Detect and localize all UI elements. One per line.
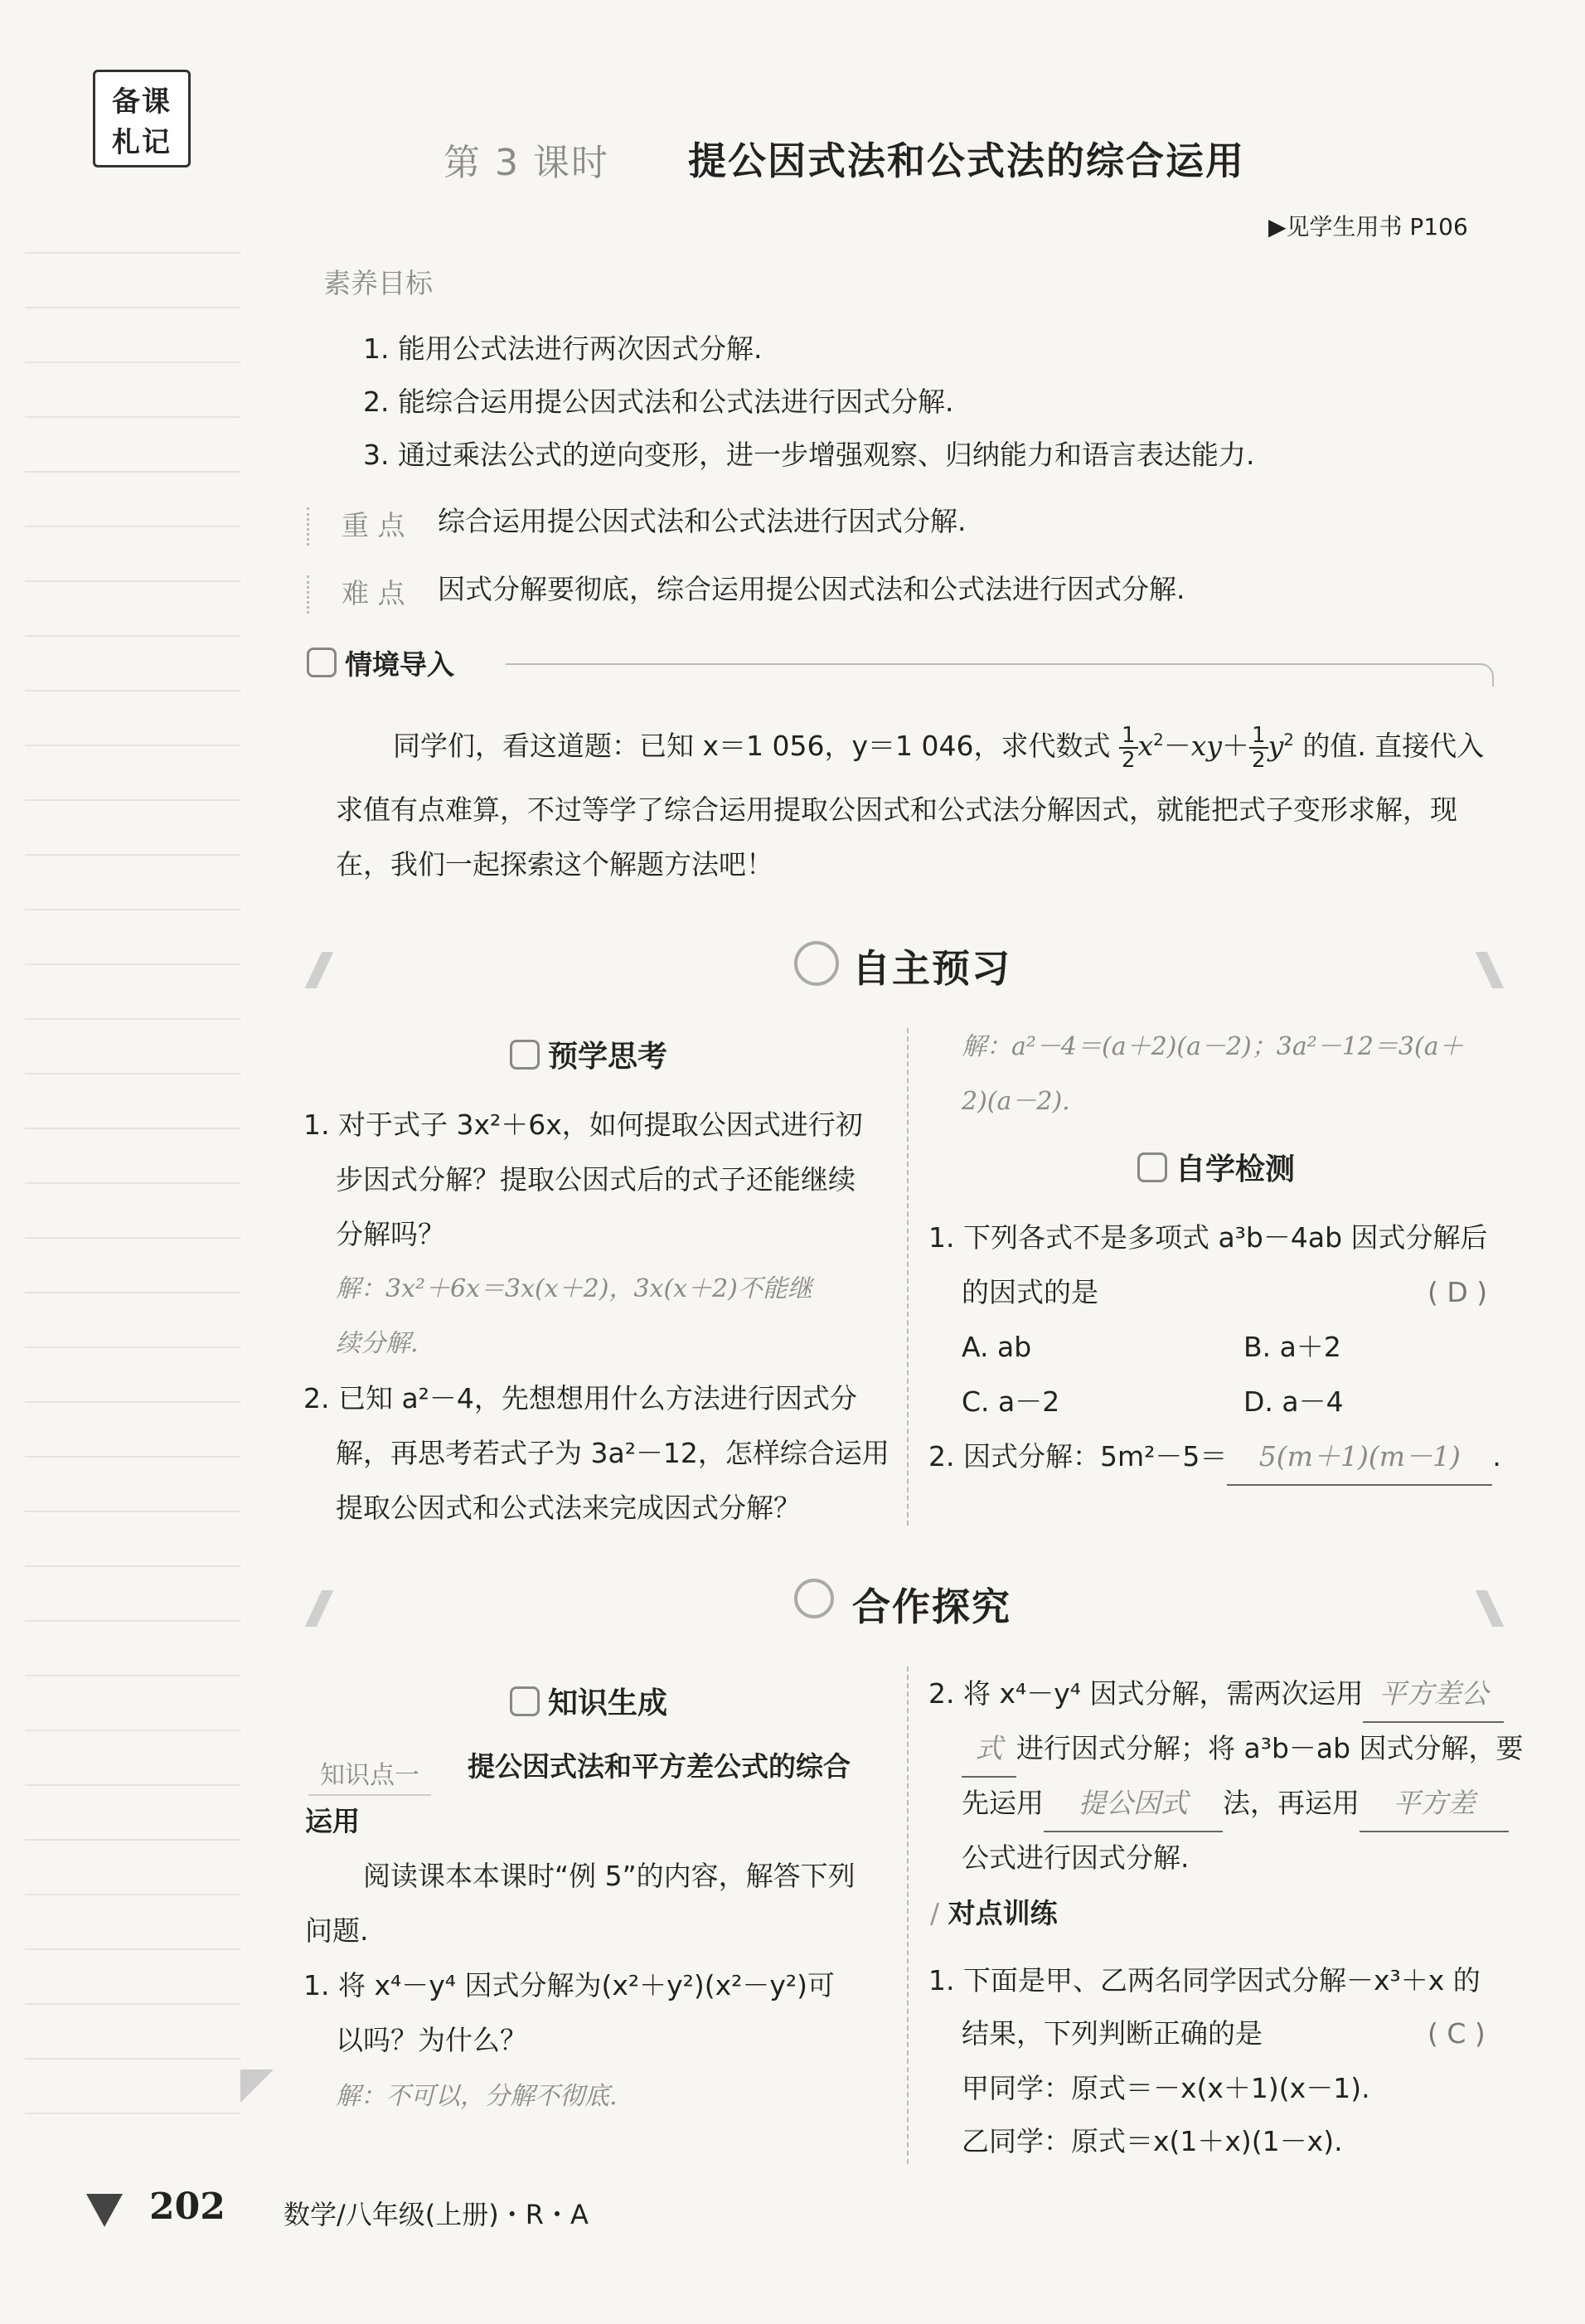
t2-line	[928, 1429, 1501, 1486]
q2-line: 公式进行因式分解.	[962, 1841, 1190, 1874]
intro-line-2: 求值有点难算，不过等学了综合运用提取公因式和公式法分解因式，就能把式子变形求解，现	[336, 793, 1457, 826]
fraction-half: $\frac{1}{2}$	[1249, 724, 1268, 772]
lesson-notes-badge	[93, 70, 191, 167]
answer-line: 解：不可以，分解不彻底.	[336, 2082, 618, 2111]
tr1-jia: 甲同学：原式＝－x(x＋1)(x－1).	[962, 2072, 1370, 2104]
difficulty-marker	[307, 575, 313, 614]
subsection-knowledge	[510, 1680, 667, 1722]
intro-divider	[506, 663, 1494, 687]
kp-tag: 知识点一	[308, 1751, 431, 1796]
q2-text: 法，再运用	[1223, 1787, 1360, 1819]
tr1-line: 结果，下列判断正确的是	[962, 2017, 1263, 2050]
footer-logo-icon	[86, 2194, 123, 2227]
subsection-self-check	[1137, 1146, 1295, 1188]
goal-item: 1. 能用公式法进行两次因式分解.	[363, 332, 763, 365]
tr1-answer: ( C )	[1427, 2017, 1486, 2050]
q2-line	[962, 1776, 1509, 1832]
t1-line: 的因式的是	[962, 1276, 1098, 1308]
option-b: B. a＋2	[1243, 1331, 1341, 1363]
goals-label: 素养目标	[323, 267, 433, 299]
option-a: A. ab	[962, 1331, 1032, 1363]
subsection-preview-thinking	[510, 1033, 667, 1075]
check-icon	[1137, 1152, 1167, 1182]
a1-line: 解：3x²＋6x＝3x(x＋2)，3x(x＋2)不能继	[336, 1274, 812, 1303]
fraction-half: $\frac{1}{2}$	[1119, 724, 1138, 772]
kp-title: 运用	[305, 1805, 360, 1837]
section-icon	[794, 941, 839, 986]
q2-text: 2. 将 x⁴－y⁴ 因式分解，需两次运用	[928, 1677, 1364, 1710]
q2-text: 先运用	[962, 1787, 1044, 1819]
q2-blank-2: 提公因式	[1044, 1776, 1223, 1832]
t2-prefix: 2. 因式分解：5m²－5＝	[928, 1440, 1228, 1473]
column-divider	[907, 1028, 909, 1526]
magnifier-icon	[794, 1579, 834, 1618]
banner-slash-left	[305, 952, 334, 988]
page-fold-triangle	[240, 2069, 274, 2103]
t2-answer-blank: 5(m＋1)(m－1)	[1227, 1429, 1492, 1486]
training-header	[930, 1892, 1058, 1931]
student-book-ref: ▶见学生用书 P106	[1268, 213, 1468, 240]
banner-slash-left	[305, 1590, 334, 1627]
section-title-cooperative: 合作探究	[852, 1584, 1011, 1629]
notes-column	[25, 199, 240, 2156]
self-check-title: 自学检测	[1175, 1152, 1296, 1186]
option-c: C. a－2	[962, 1385, 1060, 1418]
q2-line: 2. 已知 a²－4，先想想用什么方法进行因式分	[303, 1382, 857, 1414]
q2-blank-1b: 式	[962, 1721, 1016, 1778]
preview-title: 预学思考	[548, 1040, 668, 1074]
scene-icon	[307, 648, 337, 677]
read-line: 问题.	[305, 1914, 369, 1947]
option-d: D. a－4	[1243, 1385, 1344, 1418]
book-icon	[510, 1040, 540, 1070]
intro-text-b: 的值. 直接代入	[1302, 730, 1485, 762]
difficulty-label: 难 点	[342, 577, 405, 609]
knowledge-title: 知识生成	[548, 1686, 668, 1720]
training-title: 对点训练	[948, 1897, 1058, 1929]
a2-line: 2)(a－2).	[962, 1087, 1070, 1116]
tr1-line: 1. 下面是甲、乙两名同学因式分解－x³＋x 的	[928, 1964, 1481, 1997]
page-title: 提公因式法和公式法的综合运用	[688, 138, 1245, 183]
column-divider	[907, 1667, 909, 2164]
badge-line-1: 备课	[112, 85, 172, 119]
key-text: 综合运用提公因式法和公式法进行因式分解.	[438, 505, 967, 537]
difficulty-text: 因式分解要彻底，综合运用提公因式法和公式法进行因式分解.	[438, 573, 1185, 605]
pencil-icon: ∕	[930, 1897, 948, 1929]
badge-line-2: 札记	[112, 126, 172, 159]
lesson-number: 第 3 课时	[444, 142, 609, 184]
a2-line: 解：a²－4＝(a＋2)(a－2)；3a²－12＝3(a＋	[962, 1032, 1464, 1061]
q1-line: 分解吗？	[336, 1218, 445, 1250]
t2-suffix: .	[1492, 1440, 1501, 1473]
q1-line: 1. 对于式子 3x²＋6x，如何提取公因式进行初	[303, 1109, 863, 1141]
intro-line-3: 在，我们一起探索这个解题方法吧！	[336, 848, 773, 881]
q1-line: 步因式分解？提取公因式后的式子还能继续	[336, 1163, 856, 1196]
banner-slash-right	[1476, 952, 1505, 988]
intro-header	[307, 643, 454, 682]
intro-text-a: 同学们，看这道题：已知 x＝1 056，y＝1 046，求代数式	[393, 730, 1111, 762]
intro-title: 情境导入	[345, 648, 454, 681]
knowledge-icon	[510, 1686, 540, 1716]
key-marker	[307, 507, 313, 546]
section-title-self-study: 自主预习	[852, 946, 1011, 991]
goal-item: 2. 能综合运用提公因式法和公式法进行因式分解.	[363, 386, 954, 418]
q2-blank-3: 平方差	[1360, 1776, 1509, 1832]
read-line: 阅读课本本课时“例 5”的内容，解答下列	[363, 1860, 856, 1892]
q2-line	[962, 1721, 1524, 1778]
q-line: 1. 将 x⁴－y⁴ 因式分解为(x²＋y²)(x²－y²)可	[303, 1969, 836, 2001]
intro-line-1: 同学们，看这道题：已知 x＝1 056，y＝1 046，求代数式 $\frac{1}{2}$ $x^2-xy+$ $\frac{1}{2}$ $y^2$ 的值. 直接代入	[393, 722, 1485, 773]
kp-title: 提公因式法和平方差公式的综合	[468, 1750, 851, 1783]
q2-blank-1a: 平方差公	[1363, 1667, 1504, 1723]
goal-item: 3. 通过乘法公式的逆向变形，进一步增强观察、归纳能力和语言表达能力.	[363, 439, 1255, 471]
a1-line: 续分解.	[336, 1329, 419, 1358]
q2-line: 提取公因式和公式法来完成因式分解？	[336, 1492, 801, 1524]
key-label: 重 点	[342, 509, 405, 541]
t1-answer: ( D )	[1427, 1276, 1488, 1308]
q2-text: 进行因式分解；将 a³b－ab 因式分解，要	[1016, 1732, 1524, 1764]
book-info: 数学/八年级(上册)・R・A	[284, 2199, 589, 2230]
banner-slash-right	[1476, 1590, 1505, 1627]
page-number: 202	[149, 2186, 225, 2228]
tr1-yi: 乙同学：原式＝x(1＋x)(1－x).	[962, 2125, 1343, 2157]
t1-line: 1. 下列各式不是多项式 a³b－4ab 因式分解后	[928, 1221, 1488, 1254]
q2-line	[928, 1667, 1504, 1723]
q2-line: 解，再思考若式子为 3a²－12，怎样综合运用	[336, 1437, 889, 1469]
q-line: 以吗？为什么？	[336, 2024, 527, 2056]
